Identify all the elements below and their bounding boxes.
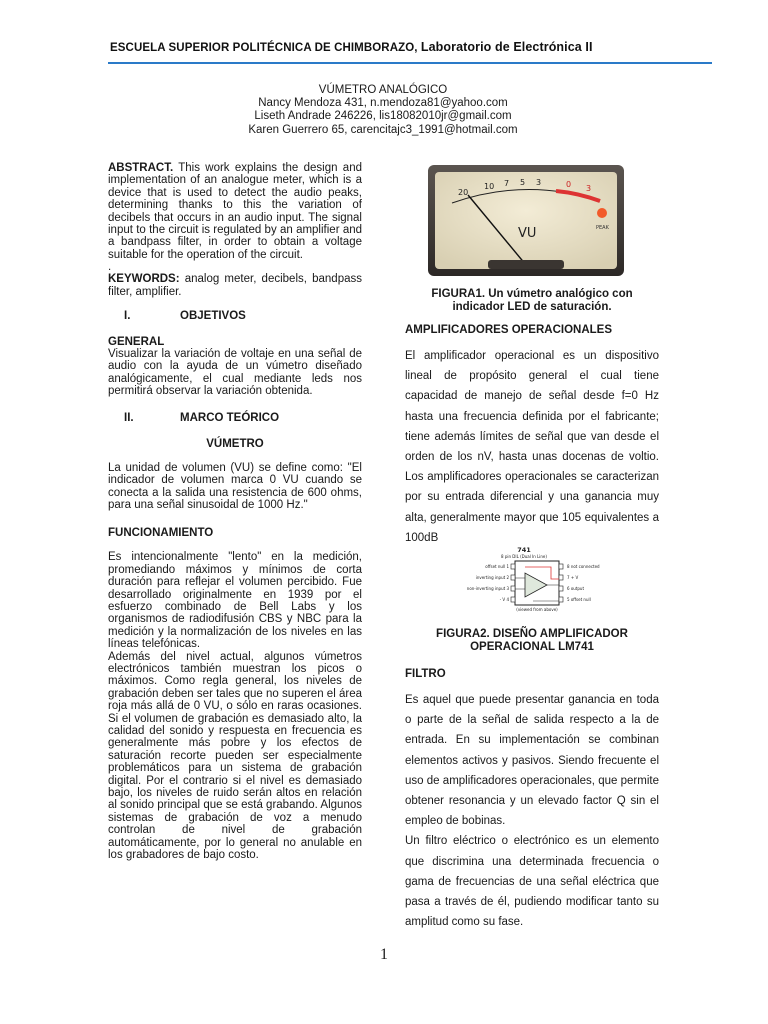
pin-left-2: inverting input 2 <box>475 575 509 580</box>
pin-right-7: 7 + V <box>567 575 579 580</box>
section-title: MARCO TEÓRICO <box>180 411 280 424</box>
pin-right-6: 6 output <box>567 586 585 591</box>
figure1-caption: FIGURA1. Un vúmetro analógico con indicador LED de saturación. <box>431 288 633 313</box>
author-line-2: Liseth Andrade 246226, lis18082010jr@gmail.com <box>254 110 512 123</box>
amplificadores-text: El amplificador operacional es un dispositivo lineal de propósito general el cual tiene capacidad de manejo de señal desde f=0 Hz hasta una frecuencia definida por el fabricante; tiene además límites de señal que van desde el orden de los nV, hasta unas docenas de voltio. Los amplificadores operacionales se caracterizan por su entrada diferencial y una ganancia muy alta, generalmente mayor que 105 equivalentes a 100dB <box>405 350 659 544</box>
title-block <box>108 84 658 137</box>
scale-7: 7 <box>504 179 510 188</box>
general-text: Visualizar la variación de voltaje en una señal de audio con la ayuda de un vúmetro diseñado analógicamente, el cual mediante leds nos permitirá observar la variación obtenida. <box>108 348 362 398</box>
general-heading: GENERAL <box>108 336 165 349</box>
left-column <box>108 160 362 861</box>
header-institution: ESCUELA SUPERIOR POLITÉCNICA DE CHIMBORAZO, <box>110 42 418 54</box>
header-rule <box>108 62 712 64</box>
abstract-text: This work explains the design and implementation of an analogue meter, which is a device that is used to detect the audio peaks, determining thanks to this the variation of decibels that occurs in an audio input. The signal input to the circuit is regulated by an amplifier and a bandpass filter, in order to obtain a voltage suitable for the operation of the circuit. <box>108 162 362 261</box>
funcionamiento-p1: Es intencionalmente "lento" en la medición, promediando máximos y mínimos de corta duración para reflejar el volumen percibido. Fue desarrollado originalmente en 1939 por el esfuerzo combinado de Bell Labs y los organismos de radiodifusión CBS y NBC para la medición y la normalización de los niveles en las líneas telefónicas. <box>108 551 362 651</box>
scale-0: 0 <box>566 180 572 189</box>
section-number: I. <box>124 310 131 323</box>
vumetro-text: La unidad de volumen (VU) se define como: "El indicador de volumen marca 0 VU cuando se conecta a la salida una resistencia de 600 ohms, para una señal sinusoidal de 1000 Hz." <box>108 461 362 511</box>
ic-note: (viewed from above) <box>516 607 558 612</box>
scale-plus3: 3 <box>586 184 592 193</box>
abstract-label: ABSTRACT. <box>108 162 174 174</box>
pin-left-3: non-inverting input 3 <box>466 586 509 591</box>
vumetro-heading: VÚMETRO <box>206 437 264 450</box>
pin-right-8: 8 not connected <box>567 564 600 569</box>
author-line-3: Karen Guerrero 65, carencitajc3_1991@hotmail.com <box>248 123 518 136</box>
paper-title: VÚMETRO ANALÓGICO <box>318 84 448 96</box>
vu-label: VU <box>518 226 537 241</box>
right-column <box>405 160 659 932</box>
ic-title: 741 <box>517 546 531 554</box>
keywords-label: KEYWORDS: <box>108 273 180 286</box>
filtro-heading: FILTRO <box>405 668 446 681</box>
funcionamiento-heading: FUNCIONAMIENTO <box>108 527 214 540</box>
pin-left-1: offset null 1 <box>485 564 509 569</box>
section-objetivos <box>108 310 362 324</box>
ic-subtitle: 8 pin DIL (Dual In Line) <box>501 554 547 559</box>
abstract <box>108 162 362 261</box>
section-title: OBJETIVOS <box>180 310 246 323</box>
amplificadores-heading: AMPLIFICADORES OPERACIONALES <box>405 324 613 336</box>
filtro-p1: Es aquel que puede presentar ganancia en toda o parte de la señal de salida respecto a la de entrada. En su implementación se combinan elementos activos y pasivos. Siendo frecuente el uso de amplificadores operacionales, que permite obtener resonancia y un elevado factor Q sin el empleo de bobinas. <box>405 694 659 828</box>
keywords-text: analog meter, decibels, bandpass filter, amplifier. <box>108 273 362 298</box>
scale-5: 5 <box>520 178 526 187</box>
figure2-caption: FIGURA2. DISEÑO AMPLIFICADOR OPERACIONAL LM741 <box>436 628 628 654</box>
abstract-dot: . <box>108 261 112 274</box>
section-number: II. <box>124 411 134 424</box>
scale-10: 10 <box>484 182 495 191</box>
funcionamiento-p2: Además del nivel actual, algunos vúmetros electrónicos también muestran los picos o máximos. Como regla general, los niveles de grabación deben ser tales que no superen el área roja más allá de 0 VU, o sólo en raras ocasiones. Si el volumen de grabación es demasiado alto, la calidad del sonido y respuesta en frecuencia es generalmente más pobre y los efectos de saturación recorte pueden ser especialmente problemáticos para un sistema de grabación digital. Por el contrario si el nivel es demasiado bajo, los niveles de ruido serán altos en relación al sonido principal que se está grabando. Algunos sistemas de grabación de voz a menudo controlan de nivel de grabación automáticamente, por lo general no anulable en los grabadores de bajo costo. <box>108 650 362 862</box>
page-number: 1 <box>380 946 388 963</box>
running-header <box>110 40 710 54</box>
header-lab: Laboratorio de Electrónica II <box>420 40 593 54</box>
pin-right-5: 5 offset null <box>567 597 591 602</box>
author-line-1: Nancy Mendoza 431, n.mendoza81@yahoo.com <box>258 97 508 110</box>
section-marco <box>108 412 362 426</box>
scale-3: 3 <box>536 178 542 187</box>
pin-left-4: - V 4 <box>499 597 509 602</box>
filtro-p2: Un filtro eléctrico o electrónico es un elemento que discrimina una determinada frecuencia o gama de frecuencias de una señal eléctrica que pasa a través de él, pudiendo modificar tanto su amplitud como su fase. <box>405 835 659 929</box>
keywords <box>108 273 362 298</box>
scale-20: 20 <box>458 188 469 197</box>
peak-label: PEAK <box>596 225 609 231</box>
